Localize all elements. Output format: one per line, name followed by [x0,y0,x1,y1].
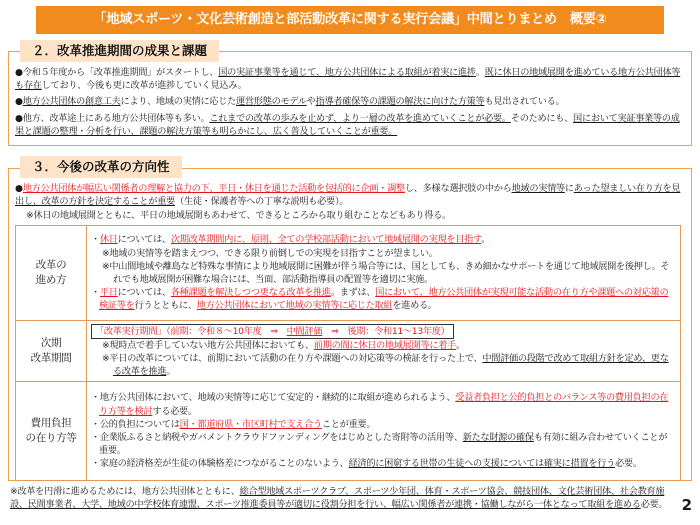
section3-intro: ●地方公共団体が幅広い関係者の理解と協力の下、平日・休日を通じた活動を包括的に企画・調整し、多様な選択肢の中から地域の実情等にあった望ましい在り方を見出し、改革の方針を決定することが重要（生徒・保護者等への丁寧な説明も必要）。 ※休日の地域展開とともに、平日の地域展開もあわせて、できるところから取り組むことなどもあり得る。 [15,182,683,222]
table-row [16,321,681,382]
section3-intro-note: ※休日の地域展開とともに、平日の地域展開もあわせて、できるところから取り組むことなどもあり得る。 [26,209,451,221]
page-title: 「地域スポーツ・文化芸術創造と部活動改革に関する実行会議」中間とりまとめ 概要② [36,6,664,34]
table-row [16,226,681,321]
row-content-cost: ・地方公共団体において、地域の実情等に応じて安定的・継続的に取組が進められるよう、受益者負担と公的負担とのバランス等の費用負担の在り方等を検討する必要。 ・公的負担については国・都道府県・市区町村で支え合うことが重要。 ・企業版ふるさと納税やガバメントクラウドファンディングをはじめとした寄附等の活用等、新たな財源の確保も有効に組み合わせていくことが重要。 ・家庭の経済格差が生徒の体験格差につながることのないよう、経済的に困窮する世帯の生徒への支援については確実に措置を行う必要。 [87,382,681,481]
footnote: ※改革を円滑に進めるためには、地方公共団体とともに、総合型地域スポーツクラブ、スポーツ少年団、体育・スポーツ協会、競技団体、文化芸術団体、社会教育施設、民間事業者、大学、地域の中学校体育連盟、スポーツ推進委員等が適切に役割分担を行い、幅広い関係者が連携・協働しながら一体となって取組を進める必要。 [10,486,668,510]
row-content-period: 「改革実行期間」（前期：令和８〜10年度 ⇒ 中間評価 ⇒ 後期：令和11〜13年度） ※現時点で着手していない地方公共団体においても、前期の間に休日の地域展開等に着手。 ※平日の改革については、前期において活動の在り方や課題への対応策等の検証を行った上で、中間評価の段階で改めて取組方針を定め、更なる改革を推進。 [87,321,681,382]
row-label-period: 次期 改革期間 [16,321,87,382]
row-label-approach: 改革の 進め方 [16,226,87,321]
page-number: 2 [681,496,692,514]
table-row [16,382,681,481]
row-content-approach: ・休日については、次期改革期間内に、原則、全ての学校部活動において地域展開の実現を目指す。 ※地域の実情等を踏まえつつ、できる限り前倒しでの実現を目指すことが望ましい。 ※中山間地域や離島など特殊な事情により地域展開に困難が伴う場合等には、国としても、きめ細かなサポートを通じて地域展開を後押し。それでも地域展開が困難な場合には、当面、部活動指導員の配置等を適切に実施。 ・平日については、各種課題を解決しつつ更なる改革を推進。まずは、国において、地方公共団体が実現可能な活動の在り方や課題への対応策の検証等を行うとともに、地方公共団体において地域の実情等に応じた取組を進める。 [87,226,681,321]
row-label-cost: 費用負担 の在り方等 [16,382,87,481]
period-box: 「改革実行期間」（前期：令和８〜10年度 ⇒ 中間評価 ⇒ 後期：令和11〜13年度） [91,324,454,339]
section2-paragraph-3: ●他方、改革途上にある地方公共団体等も多い。これまでの改革の歩みを止めず、より一層の改革を進めていくことが必要。そのためにも、国において実証事業等の成果と課題の整理・分析を行い、課題の解決方策等も明らかにし、広く普及していくことが重要。 [15,113,680,138]
section2-heading: ２．改革推進期間の成果と課題 [20,40,219,62]
section3-heading: ３．今後の改革の方向性 [20,156,182,178]
section2-paragraph-2: ●地方公共団体の創意工夫により、地域の実情に応じた運営形態のモデルや指導者確保等の課題の解決に向けた方策等も見出されている。 [15,96,565,107]
section2-paragraph-1: ●令和５年度から「改革推進期間」がスタートし、国の実証事業等を通じて、地方公共団体による取組が着実に進捗。既に休日の地域展開を進めている地方公共団体等も存在しており、今後も更に改革が進捗していく見込み。 [15,67,681,92]
direction-table [15,225,681,481]
